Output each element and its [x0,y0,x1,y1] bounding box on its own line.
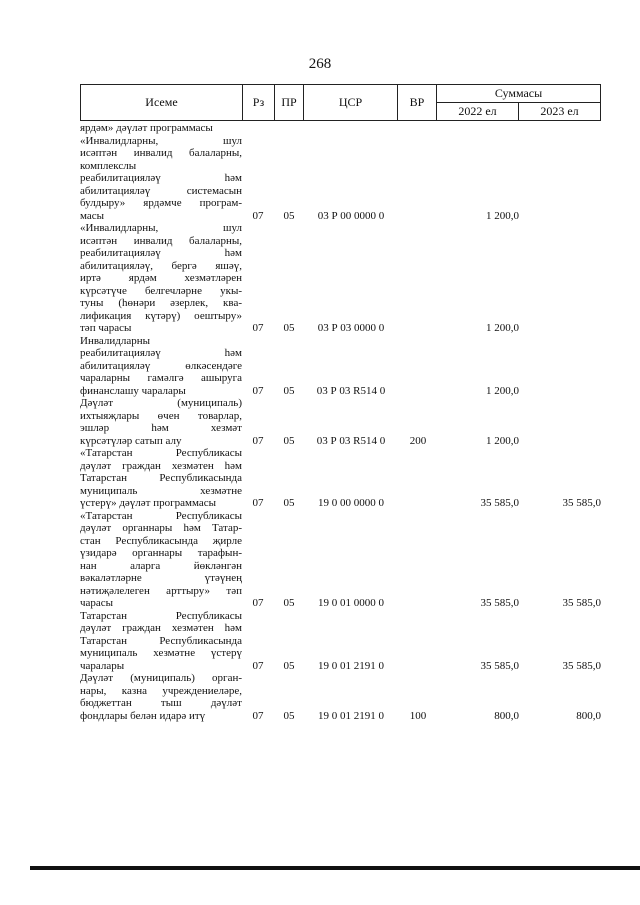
row-name-line: Татарстан Республикасы [80,609,242,622]
row-name-line: комплекслы [80,159,137,172]
column-header-pr: ПР [274,84,304,121]
row-name-line: эшләр һәм хезмәт [80,422,242,434]
row-name-line: Инвалидларны [80,334,150,347]
row-name-line: муниципаль хезмәтне үстерү [80,647,242,659]
row-csr: 19 0 01 2191 0 [318,659,384,672]
row-name-line: реабилитацияләү һәм [80,247,242,259]
row-pr: 05 [283,597,295,609]
row-name-line: дәүләт граждан хезмәтен һәм [80,622,242,634]
row-amount-2022: 1 200,0 [486,209,519,222]
row-name [80,397,242,447]
row-csr: 03 Р 03 0000 0 [317,322,385,334]
row-name-line: стан Республикасында җирле [80,534,242,547]
row-pr: 05 [283,497,295,509]
row-amount-2022: 35 585,0 [480,497,519,509]
row-rz: 07 [252,209,264,222]
row-name-line: фондлары белән идарә итү [80,709,206,722]
row-rz: 07 [252,597,264,609]
row-name-line: дәүләт граждан хезмәтен һәм [80,459,242,472]
row-csr: 19 0 00 0000 0 [318,497,384,509]
column-header-csr: ЦСР [303,84,398,121]
row-amount-2023: 35 585,0 [562,659,601,672]
row-pr: 05 [283,209,295,222]
table-row [80,397,601,447]
row-name-line: абилитацияләү өлкәсендәге [80,359,242,372]
row-name-line: исәптән инвалид балаларны, [80,234,242,247]
table-row [80,447,601,510]
row-amount-2022: 1 200,0 [486,434,519,447]
row-name-line: туны (һөнәри әзерлек, ква- [80,297,242,309]
row-name-line: Татарстан Республикасында [80,472,242,484]
row-csr: 19 0 01 2191 0 [318,709,384,722]
row-name-line: Дәүләт (муниципаль) орган- [80,672,242,684]
scan-bottom-border [30,866,640,870]
row-name-line: реабилитацияләү һәм [80,172,242,184]
row-name-line: чараларны гамәлгә ашыруга [80,372,242,384]
row-name-line: чарасы [80,597,114,609]
row-name-line: исәптән инвалид балаларны, [80,147,242,159]
row-name-line: вәкаләтләрне үтәүнең [80,572,242,584]
budget-table-body [80,122,601,722]
row-name-line: ярдәм» дәүләт программасы [80,122,213,134]
row-amount-2022: 800,0 [494,709,519,722]
row-csr: 19 0 01 0000 0 [318,597,384,609]
row-name-line: күрсәтүче белгечләрне укы- [80,284,242,297]
row-name-line: нары, казна учреждениеләре, [80,684,242,697]
row-name-line: «Инвалидларны, шул [80,222,242,234]
row-name [80,222,242,335]
row-amount-2022: 35 585,0 [480,597,519,609]
row-rz: 07 [252,434,264,447]
row-name-line: Дәүләт (муниципаль) [80,397,242,409]
row-name-line: күрсәтүләр сатып алу [80,434,182,447]
row-name [80,672,242,722]
row-name [80,510,242,610]
row-pr: 05 [283,434,295,447]
row-name [80,122,242,135]
row-name-line: лификация күтәрү) оештыру» [80,309,242,322]
row-name-line: булдыру» ярдәмче програм- [80,197,242,209]
table-row [80,610,601,673]
row-name-line: нан аларга йөкләнгән [80,559,242,572]
row-name-line: үзидарә органнары тарафын- [80,547,242,559]
row-name-line: иртә ярдәм хезмәтләрен [80,272,242,284]
row-name-line: нәтиҗәлелеген арттыру» тәп [80,584,242,597]
column-header-2022: 2022 ел [436,102,519,121]
row-name [80,335,242,398]
column-header-rz: Рз [242,84,275,121]
row-name-line: тәп чарасы [80,322,132,334]
row-name-line: ихтыяҗлары өчен товарлар, [80,409,242,422]
row-name [80,447,242,510]
row-amount-2023: 35 585,0 [562,597,601,609]
row-name-line: «Татарстан Республикасы [80,447,242,459]
row-name-line: «Инвалидларны, шул [80,134,242,147]
table-row [80,672,601,722]
table-row [80,135,601,223]
row-csr: 03 Р 00 0000 0 [317,209,385,222]
row-rz: 07 [252,497,264,509]
column-header-name: Исеме [80,84,243,121]
row-vr: 100 [409,709,427,722]
column-header-sums: Суммасы [436,84,601,103]
row-name-line: бюджеттан тыш дәүләт [80,697,242,709]
table-row [80,510,601,610]
row-vr: 200 [409,434,427,447]
column-header-vr: ВР [397,84,437,121]
row-csr: 03 Р 03 R514 0 [316,434,386,447]
row-name [80,610,242,673]
table-row [80,335,601,398]
row-amount-2022: 35 585,0 [480,659,519,672]
row-rz: 07 [252,384,264,397]
row-name-line: абилитацияләү системасын [80,184,242,197]
row-pr: 05 [283,322,295,334]
row-amount-2022: 1 200,0 [486,322,519,334]
column-header-2023: 2023 ел [518,102,601,121]
row-name-line: реабилитацияләү һәм [80,347,242,359]
row-name-line: масы [80,209,105,222]
row-rz: 07 [252,659,264,672]
row-amount-2023: 800,0 [576,709,601,722]
row-amount-2022: 1 200,0 [486,384,519,397]
row-name-line: абилитацияләү, бергә яшәү, [80,259,242,272]
row-pr: 05 [283,659,295,672]
row-name-line: финанслашу чаралары [80,384,186,397]
row-pr: 05 [283,384,295,397]
row-name [80,135,242,223]
row-csr: 03 Р 03 R514 0 [316,384,386,397]
row-name-line: дәүләт органнары һәм Татар- [80,522,242,534]
row-name-line: чаралары [80,659,125,672]
row-rz: 07 [252,322,264,334]
table-row [80,122,601,135]
row-pr: 05 [283,709,295,722]
row-rz: 07 [252,709,264,722]
row-name-line: муниципаль хезмәтне [80,484,242,497]
row-amount-2023: 35 585,0 [562,497,601,509]
row-name-line: үстерү» дәүләт программасы [80,497,217,509]
row-name-line: «Татарстан Республикасы [80,509,242,522]
page-number: 268 [308,56,332,72]
row-name-line: Татарстан Республикасында [80,634,242,647]
table-row [80,222,601,335]
